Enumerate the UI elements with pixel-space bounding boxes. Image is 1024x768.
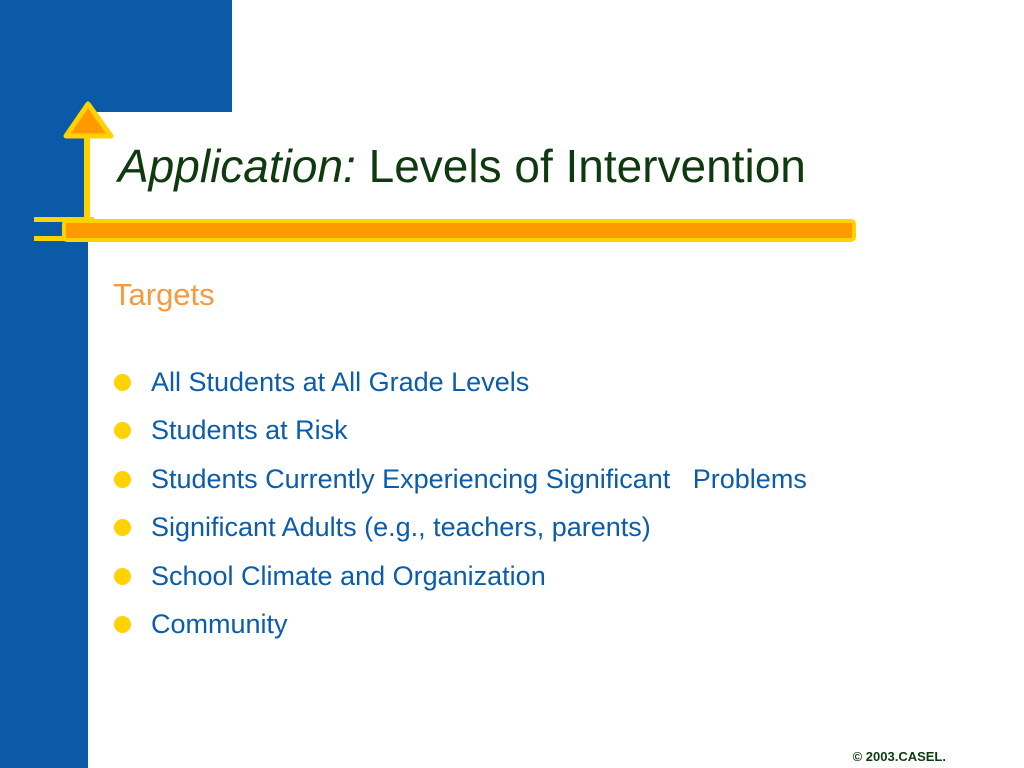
list-item-text: Students at Risk (151, 415, 348, 446)
section-subtitle: Targets (113, 277, 215, 312)
bullet-dot-icon (114, 374, 131, 391)
list-item (114, 552, 807, 601)
list-item (114, 504, 807, 553)
bullet-dot-icon (114, 616, 131, 633)
list-item (114, 601, 807, 650)
title-italic-part: Application: (118, 140, 356, 192)
bullet-dot-icon (114, 568, 131, 585)
bullet-dot-icon (114, 471, 131, 488)
title-main-part: Levels of Intervention (355, 140, 806, 192)
bullet-list (114, 358, 807, 649)
list-item-text: Significant Adults (e.g., teachers, parents) (151, 512, 651, 543)
bullet-dot-icon (114, 519, 131, 536)
copyright-footer: © 2003.CASEL. (852, 749, 946, 764)
list-item-text: All Students at All Grade Levels (151, 366, 530, 397)
list-item-text: Students Currently Experiencing Significant Problems (151, 463, 807, 494)
bullet-dot-icon (114, 422, 131, 439)
list-item-text: Community (151, 609, 288, 640)
list-item (114, 358, 807, 407)
blue-frame-left (0, 0, 88, 768)
title-underline-bar (64, 221, 854, 240)
list-item-text: School Climate and Organization (151, 560, 546, 591)
page-title (118, 140, 806, 193)
list-item (114, 407, 807, 456)
list-item (114, 455, 807, 504)
blue-frame-top (0, 0, 232, 112)
